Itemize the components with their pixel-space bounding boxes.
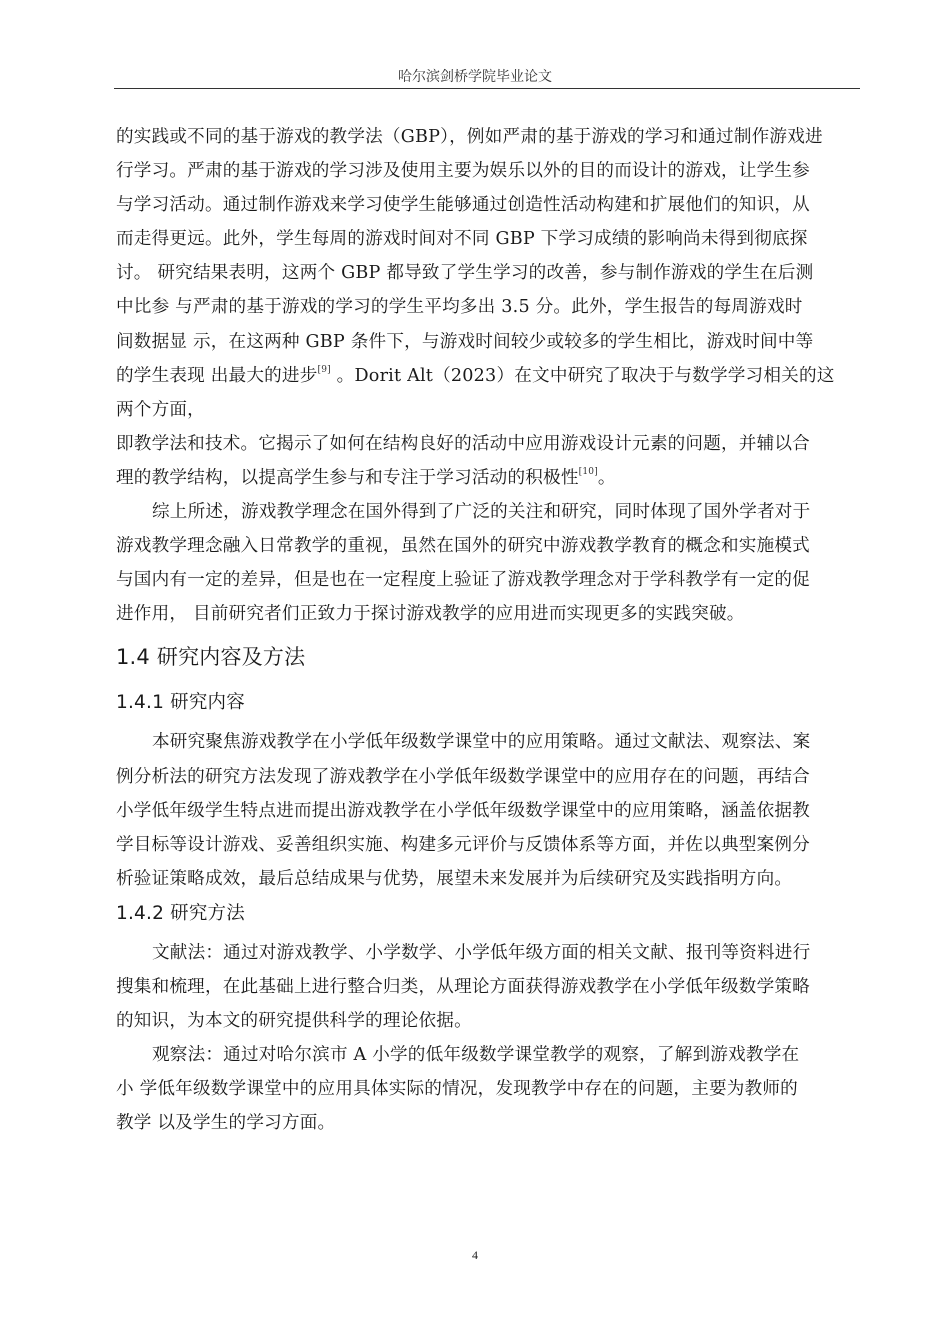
page-number: 4 xyxy=(472,1248,478,1262)
text-line: 学目标等设计游戏、妥善组织实施、构建多元评价与反馈体系等方面，并佐以典型案例分 xyxy=(116,834,810,855)
citation-ref-10[interactable]: [10] xyxy=(578,466,598,477)
header-divider xyxy=(114,88,860,89)
section-heading-1-4: 1.4 研究内容及方法 xyxy=(116,645,306,670)
text-line: 搜集和梳理，在此基础上进行整合归类，从理论方面获得游戏教学在小学低年级数学策略 xyxy=(116,976,810,997)
section-heading-1-4-1: 1.4.1 研究内容 xyxy=(116,692,245,714)
summary-paragraph xyxy=(116,495,868,631)
text-line: 观察法：通过对哈尔滨市 A 小学的低年级数学课堂教学的观察，了解到游戏教学在 xyxy=(152,1045,800,1066)
text-segment: 。Dorit Alt（2023）在文中研究了取决于与数学学习相关的这 xyxy=(330,365,835,386)
text-line: 游戏教学理念融入日常教学的重视，虽然在国外的研究中游戏教学教育的概念和实施模式 xyxy=(116,536,810,557)
body-text xyxy=(116,120,868,1140)
text-segment: 。 xyxy=(597,467,616,488)
text-line: 教学 以及学生的学习方面。 xyxy=(116,1113,336,1134)
text-line: 与国内有一定的差异，但是也在一定程度上验证了游戏教学理念对于学科教学有一定的促 xyxy=(116,570,810,591)
text-segment: 的学生表现 出最大的进步 xyxy=(116,365,318,386)
text-line: 例分析法的研究方法发现了游戏教学在小学低年级数学课堂中的应用存在的问题，再结合 xyxy=(116,766,810,787)
section-heading-1-4-2: 1.4.2 研究方法 xyxy=(116,902,245,924)
text-line: 即教学法和技术。它揭示了如何在结构良好的活动中应用游戏设计元素的问题，并辅以合 xyxy=(116,433,810,454)
text-line: 而走得更远。此外，学生每周的游戏时间对不同 GBP 下学习成绩的影响尚未得到彻底探 xyxy=(116,229,808,250)
research-content-paragraph xyxy=(116,725,868,895)
text-line: 间数据显 示，在这两种 GBP 条件下，与游戏时间较少或较多的学生相比，游戏时间中等 xyxy=(116,331,814,352)
text-line: 与学习活动。通过制作游戏来学习使学生能够通过创造性活动构建和扩展他们的知识，从 xyxy=(116,195,810,216)
literature-method-paragraph xyxy=(116,936,868,1038)
text-line: 行学习。严肃的基于游戏的学习涉及使用主要为娱乐以外的目的而设计的游戏，让学生参 xyxy=(116,161,810,182)
text-line xyxy=(116,359,868,393)
text-line: 中比参 与严肃的基于游戏的学习的学生平均多出 3.5 分。此外，学生报告的每周游戏时 xyxy=(116,297,803,318)
text-line: 进作用， 目前研究者们正致力于探讨游戏教学的应用进而实现更多的实践突破。 xyxy=(116,604,745,625)
text-line: 的实践或不同的基于游戏的教学法（GBP），例如严肃的基于游戏的学习和通过制作游戏进 xyxy=(116,127,823,147)
text-line xyxy=(116,461,868,495)
running-header: 哈尔滨剑桥学院毕业论文 xyxy=(398,69,552,85)
text-line: 小学低年级学生特点进而提出游戏教学在小学低年级数学课堂中的应用策略，涵盖依据教 xyxy=(116,800,810,821)
text-line: 小 学低年级数学课堂中的应用具体实际的情况，发现教学中存在的问题，主要为教师的 xyxy=(116,1079,798,1100)
text-line: 的知识，为本文的研究提供科学的理论依据。 xyxy=(116,1011,472,1032)
text-line: 文献法：通过对游戏教学、小学数学、小学低年级方面的相关文献、报刊等资料进行 xyxy=(152,942,811,963)
text-line: 析验证策略成效，最后总结成果与优势，展望未来发展并为后续研究及实践指明方向。 xyxy=(116,868,793,889)
pedagogy-paragraph xyxy=(116,427,868,495)
text-line: 综上所述，游戏教学理念在国外得到了广泛的关注和研究，同时体现了国外学者对于 xyxy=(152,502,811,523)
citation-ref-9[interactable]: [9] xyxy=(317,364,331,375)
text-line: 讨。 研究结果表明，这两个 GBP 都导致了学生学习的改善，参与制作游戏的学生在后测 xyxy=(116,263,814,284)
text-line: 两个方面， xyxy=(116,399,205,420)
text-segment: 理的教学结构，以提高学生参与和专注于学习活动的积极性 xyxy=(116,467,579,488)
observation-method-paragraph xyxy=(116,1038,868,1140)
text-line: 本研究聚焦游戏教学在小学低年级数学课堂中的应用策略。通过文献法、观察法、案 xyxy=(152,732,811,753)
intro-paragraph xyxy=(116,120,868,427)
